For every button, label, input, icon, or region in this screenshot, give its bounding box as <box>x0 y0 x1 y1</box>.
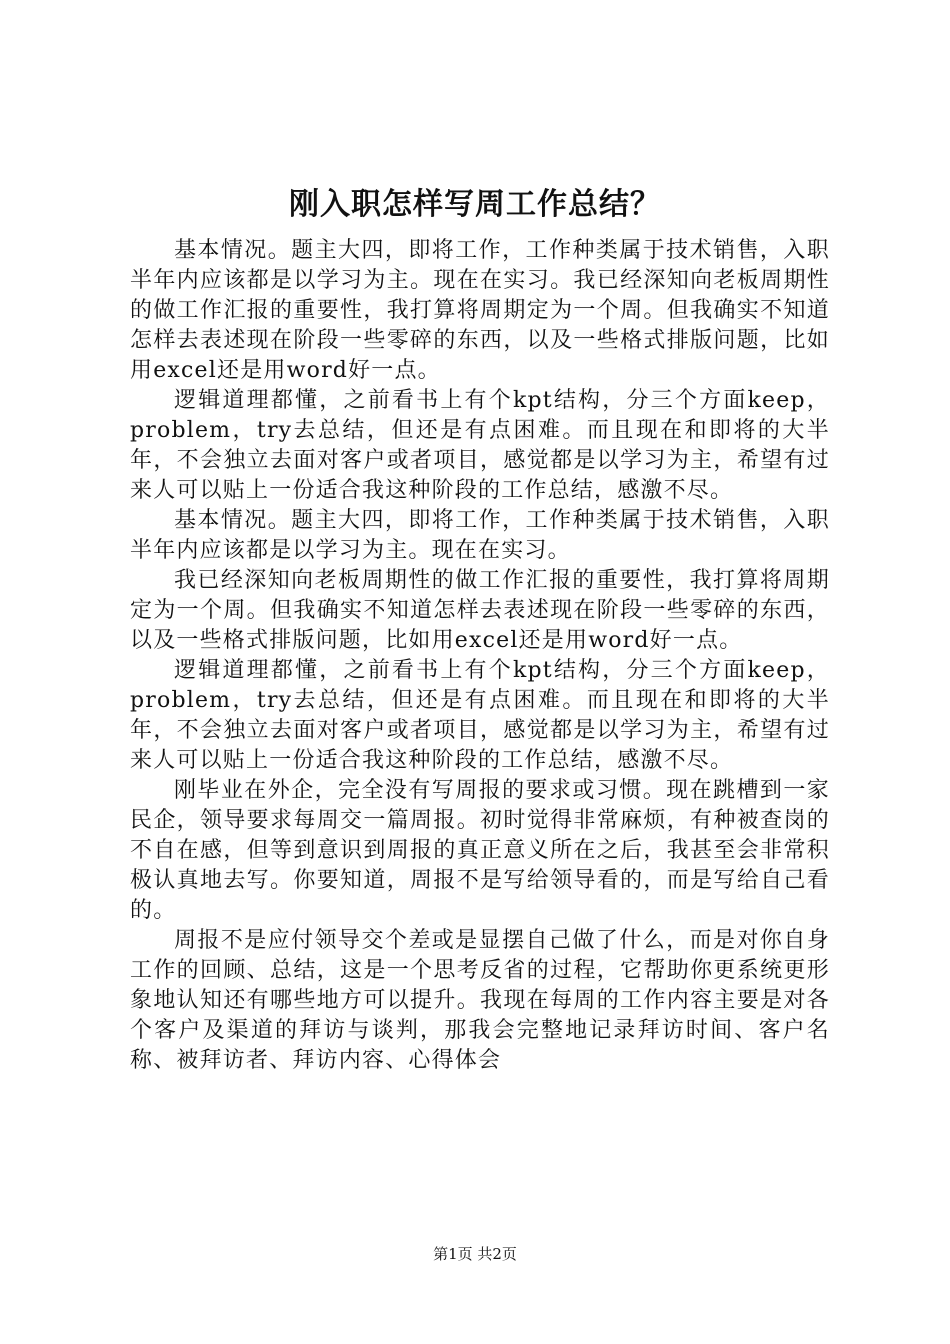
paragraph: 基本情况。题主大四，即将工作，工作种类属于技术销售，入职半年内应该都是以学习为主。现在在实习。我已经深知向老板周期性的做工作汇报的重要性，我打算将周期定为一个周。但我确实不知道怎样去表述现在阶段一些零碎的东西，以及一些格式排版问题，比如用excel还是用word好一点。 <box>130 238 830 383</box>
paragraph: 逻辑道理都懂，之前看书上有个kpt结构，分三个方面keep，problem，try去总结，但还是有点困难。而且现在和即将的大半年，不会独立去面对客户或者项目，感觉都是以学习为主，希望有过来人可以贴上一份适合我这种阶段的工作总结，感激不尽。 <box>130 658 830 773</box>
paragraph: 基本情况。题主大四，即将工作，工作种类属于技术销售，入职半年内应该都是以学习为主。现在在实习。 <box>130 508 830 563</box>
document-body <box>130 236 830 1076</box>
paragraph: 我已经深知向老板周期性的做工作汇报的重要性，我打算将周期定为一个周。但我确实不知道怎样去表述现在阶段一些零碎的东西，以及一些格式排版问题，比如用excel还是用word好一点。 <box>130 568 830 653</box>
document-title: 刚入职怎样写周工作总结？ <box>289 187 661 222</box>
paragraph: 逻辑道理都懂，之前看书上有个kpt结构，分三个方面keep，problem，try去总结，但还是有点困难。而且现在和即将的大半年，不会独立去面对客户或者项目，感觉都是以学习为主，希望有过来人可以贴上一份适合我这种阶段的工作总结，感激不尽。 <box>130 388 830 503</box>
page-number-footer: 第1页 共2页 <box>433 1245 517 1263</box>
paragraph: 刚毕业在外企，完全没有写周报的要求或习惯。现在跳槽到一家民企，领导要求每周交一篇周报。初时觉得非常麻烦，有种被查岗的不自在感，但等到意识到周报的真正意义所在之后，我甚至会非常积极认真地去写。你要知道，周报不是写给领导看的，而是写给自己看的。 <box>130 778 830 923</box>
paragraph: 周报不是应付领导交个差或是显摆自己做了什么，而是对你自身工作的回顾、总结，这是一个思考反省的过程，它帮助你更系统更形象地认知还有哪些地方可以提升。我现在每周的工作内容主要是对各个客户及渠道的拜访与谈判，那我会完整地记录拜访时间、客户名称、被拜访者、拜访内容、心得体会 <box>130 928 830 1073</box>
